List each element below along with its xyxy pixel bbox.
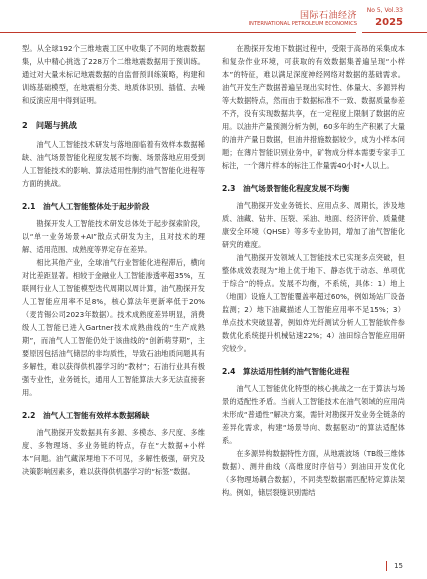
issue-year: 2025 xyxy=(375,17,403,28)
paragraph: 油气人工智能技术研发与落地面临着有效样本数据稀缺、油气场景智能化程度发展不均衡、场景落地应用受到人工智能技术的影响、算法适用性制约油气智能化进程等方面的挑战。 xyxy=(22,140,205,188)
paragraph: 勘探开发人工智能技术研发总体处于起步探索阶段，以“单一业务场景+AI”散点式研发为主，且对技术的理解、适用范围、成熟度等界定存在差异。 xyxy=(22,219,205,254)
right-column xyxy=(222,42,405,499)
header-rule-short xyxy=(362,32,427,33)
section-heading: 2 问题与挑战 xyxy=(22,120,77,130)
subsection-heading: 2.2 油气人工智能有效样本数据稀缺 xyxy=(22,411,150,420)
paragraph: 在多源异构数据特性方面，从地震波场（TB级三维体数据）、测井曲线（高维度时序信号）到油田开发优化（多物理场耦合数据），不同类型数据需匹配特定算法架构。例如，储层裂缝识别需结 xyxy=(222,449,405,497)
subsection-heading: 2.3 油气场景智能化程度发展不均衡 xyxy=(222,184,350,193)
paragraph: 相比其他产业，全球油气行业智能化进程滞后，横向对比差距显著。相较于金融业人工智能渗透率超35%，互联网行业人工智能模型迭代周期以周计算，油气勘探开发人工智能应用率不足8%，核心算法年更新率低于20%（麦肯锡公司2023年数据）。技术成熟度差异明显，消费级人工智能已进入Gartner技术成熟曲线的“生产成熟期”，而油气人工智能仍处于该曲线的“创新萌芽期”，主要原因包括油气储层的非均质性，导致石油地质问题具有多解性，难以获得供机器学习的“教材”；石油行业具有极强专业性，业务链长，通用人工智能算法大多无法直接套用。 xyxy=(22,258,205,397)
page-number: 15 xyxy=(394,562,403,570)
subsection-heading: 2.1 油气人工智能整体处于起步阶段 xyxy=(22,202,150,211)
left-column xyxy=(22,42,205,478)
journal-title-en: INTERNATIONAL PETROLEUM ECONOMICS xyxy=(248,21,357,27)
subsection-heading: 2.4 算法适用性制约油气智能化进程 xyxy=(222,367,350,376)
paragraph: 型。从全球192个三维地震工区中收集了不同的地震数据集，从中精心挑选了228万个二维地震数据用于预训练。通过对大量未标记地震数据的自监督预训练策略，构建和训练基础模型，在地震相分类、地质体识别、插值、去噪和反演应用中得到证明。 xyxy=(22,44,205,105)
paragraph: 油气勘探开发数据具有多源、多模态、多尺度、多维度、多物理场、多业务链的特点，存在“大数据+小样本”问题。油气藏深埋地下不可见，多解性极强，研究及决策影响因素多，难以获得供机器学习的“标签”数据。 xyxy=(22,428,205,476)
page-number-bar xyxy=(386,561,387,571)
paragraph: 油气勘探开发领域人工智能技术已实现多点突破，但整体成效表现为“地上优于地下、静态优于动态、单项优于综合”的特点。发展不均衡，不系统，具体：1）地上（地面）设施人工智能覆盖率超过60%，例如场站厂设备监测；2）地下油藏描述人工智能应用率不足15%；3）单点技术突破显著，例如炸光纤测试分析人工智能软件参数优化系统提升机械钻速22%；4）油田综合智能应用研究较少。 xyxy=(222,253,405,353)
paragraph: 在勘探开发地下数据过程中，受限于高昂的采集成本和复杂作业环境，可获取的有效数据集普遍呈现“小样本”的特征，难以满足深度神经网络对数据的基础需求。油气开发生产数据普遍呈现出实时性、体量大、多源异构等大数据特点，然而由于数据标准不一致、数据质量参差不齐，没有实现数据共享，在一定程度上限制了数据的应用。以油井产量预测分析为例，60多年的生产积累了大量的油井产量日数据，但油井措施数据较少，成为小样本问题；在薄片智能识别业务中，矿物成分样本需要专家手工标注，一个薄片样本的标注工作量需40小时•人以上。 xyxy=(222,44,405,170)
header-rule xyxy=(0,32,356,33)
paragraph: 油气人工智能优化特型的核心挑战之一在于算法与场景的适配性矛盾。当前人工智能技术在油气领域的应用尚未形成“普通性”解决方案，需针对勘探开发业务全链条的差异化需求，构建“场景导向、数据驱动”的算法适配体系。 xyxy=(222,384,405,445)
journal-title-cn: 国际石油经济 xyxy=(299,11,357,21)
paragraph: 油气勘探开发业务链长、应用点多、周期长，涉及地质、油藏、钻井、压裂、采油、地面、经济评价、质量健康安全环境（QHSE）等多专业协同，增加了油气智能化研究的难度。 xyxy=(222,201,405,249)
page-header xyxy=(0,0,427,34)
issue-number: No 5, Vol.33 xyxy=(366,7,403,14)
